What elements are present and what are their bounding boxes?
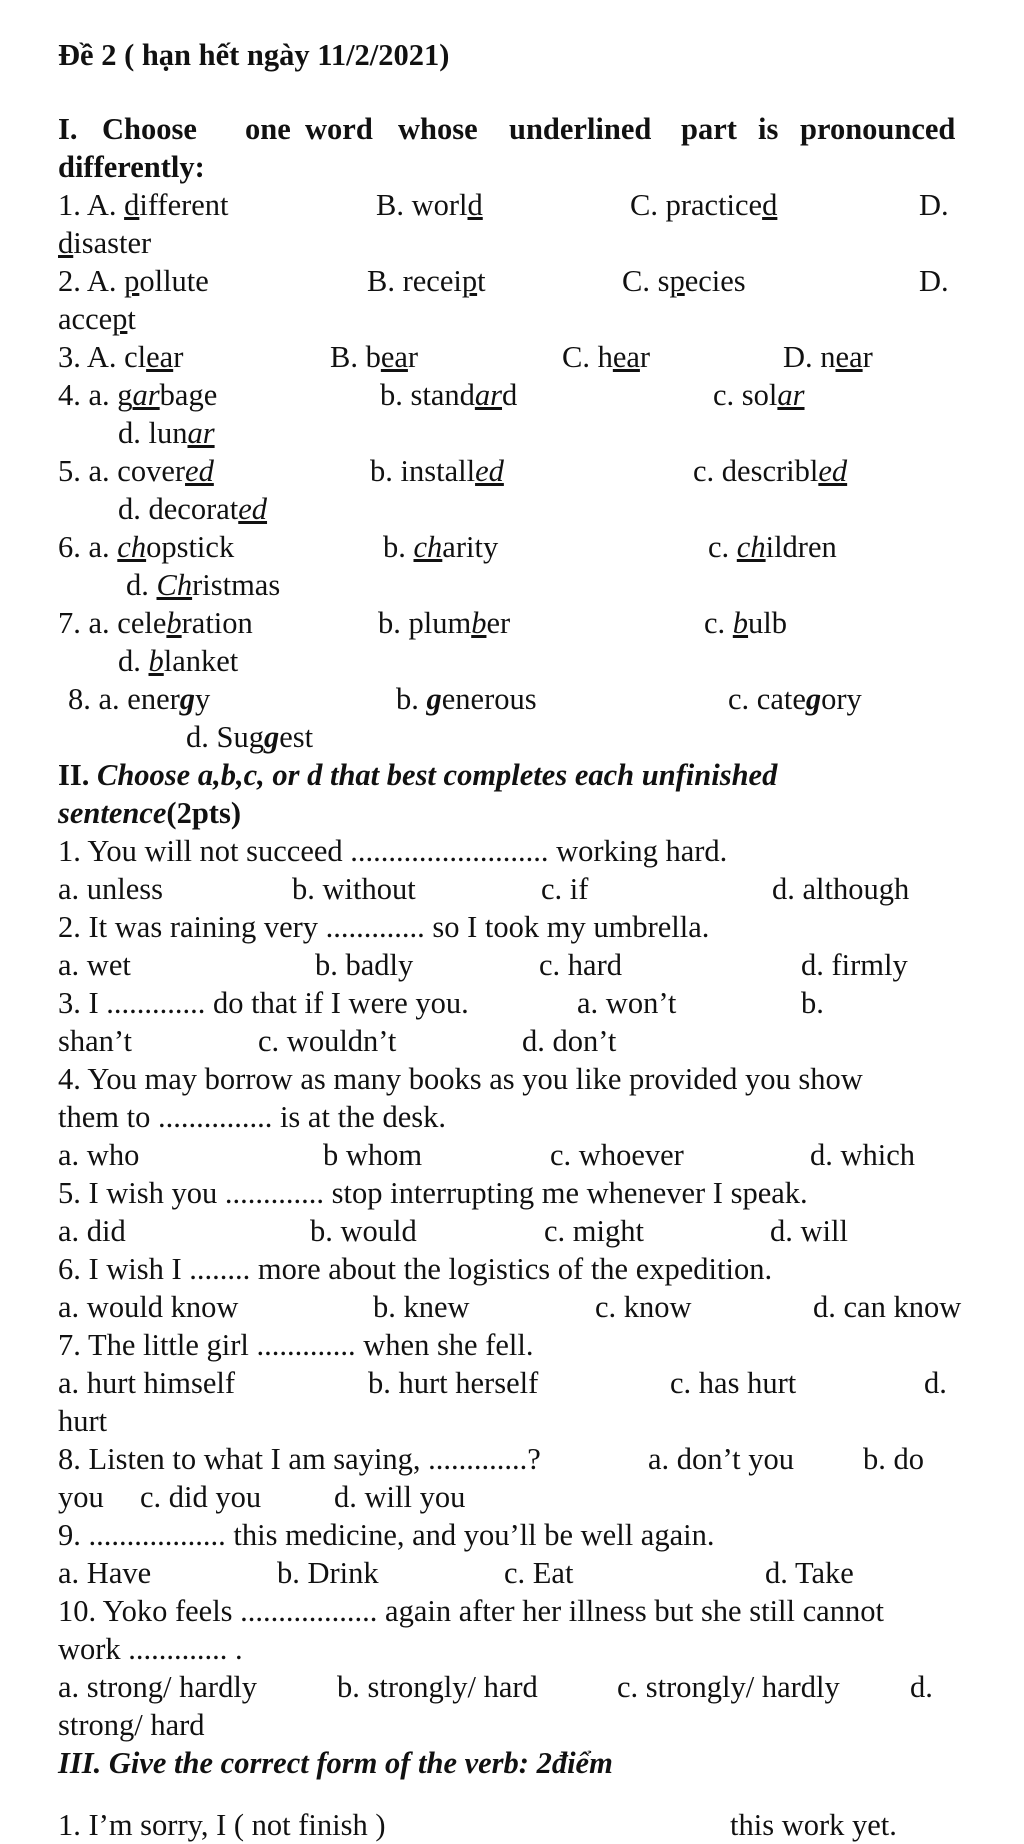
question-stem: 3. I ............. do that if I were you. bbox=[58, 986, 469, 1020]
option-a: a. Have bbox=[58, 1556, 152, 1590]
section-1-heading-line2 bbox=[58, 148, 984, 186]
option-c: c. if bbox=[541, 872, 589, 906]
option-d: d. decorated bbox=[118, 492, 268, 526]
option-b: b. strongly/ hard bbox=[337, 1670, 538, 1704]
option-c: c. know bbox=[595, 1290, 692, 1324]
heading-word: is bbox=[758, 112, 779, 146]
s2-question-4-stem bbox=[58, 1060, 984, 1098]
option-d-label: D. bbox=[919, 264, 949, 298]
option-c: c. bulb bbox=[704, 606, 788, 640]
option-b: b. installed bbox=[370, 454, 504, 488]
option-d: d. don’t bbox=[522, 1024, 617, 1058]
question-stem: 9. .................. this medicine, and you’ll be well again. bbox=[58, 1518, 715, 1552]
option-a: 3. A. clear bbox=[58, 340, 184, 374]
section-2-heading-line2 bbox=[58, 794, 984, 832]
heading-text: sentence(2pts) bbox=[58, 796, 241, 830]
option-c: c. hard bbox=[539, 948, 622, 982]
option-d: d. although bbox=[772, 872, 910, 906]
option-d-label: d. bbox=[910, 1670, 933, 1704]
option-d: d. blanket bbox=[118, 644, 239, 678]
s2-question-8-stem bbox=[58, 1440, 984, 1478]
option-b: b. Drink bbox=[277, 1556, 379, 1590]
s1-question-7 bbox=[58, 604, 984, 642]
s1-question-2-cont bbox=[58, 300, 984, 338]
s3-question-1-partial bbox=[58, 1806, 984, 1842]
option-c: C. practiced bbox=[630, 188, 778, 222]
s2-question-3-options bbox=[58, 1022, 984, 1060]
option-b: you bbox=[58, 1480, 104, 1514]
s1-question-4 bbox=[58, 376, 984, 414]
option-b-label: b. do bbox=[863, 1442, 924, 1476]
option-c: c. children bbox=[708, 530, 837, 564]
s1-question-8-cont bbox=[58, 718, 984, 756]
option-c: c. wouldn’t bbox=[258, 1024, 397, 1058]
option-d: d. will you bbox=[334, 1480, 466, 1514]
option-b: B. bear bbox=[330, 340, 419, 374]
s2-question-4-stem-cont bbox=[58, 1098, 984, 1136]
s1-question-5-cont bbox=[58, 490, 984, 528]
s1-question-8 bbox=[58, 680, 984, 718]
option-d: d. Suggest bbox=[186, 720, 314, 754]
option-c: c. strongly/ hardly bbox=[617, 1670, 840, 1704]
s2-question-7-stem bbox=[58, 1326, 984, 1364]
page-title bbox=[58, 36, 984, 74]
s2-question-10-options-cont bbox=[58, 1706, 984, 1744]
heading-word: one bbox=[245, 112, 291, 146]
s2-question-10-stem bbox=[58, 1592, 984, 1630]
heading-word: part bbox=[681, 112, 737, 146]
option-a: a. won’t bbox=[577, 986, 677, 1020]
question-stem: them to ............... is at the desk. bbox=[58, 1100, 446, 1134]
option-a: 4. a. garbage bbox=[58, 378, 218, 412]
option-c: c. did you bbox=[140, 1480, 262, 1514]
heading-word: whose bbox=[398, 112, 478, 146]
title-text: Đề 2 ( hạn hết ngày 11/2/2021) bbox=[58, 38, 450, 72]
s2-question-2-options bbox=[58, 946, 984, 984]
section-2-heading bbox=[58, 756, 984, 794]
s1-question-1-cont bbox=[58, 224, 984, 262]
option-d-label: D. bbox=[919, 188, 949, 222]
option-d: d. can know bbox=[813, 1290, 962, 1324]
option-a: 8. a. energy bbox=[68, 682, 211, 716]
option-c: C. species bbox=[622, 264, 746, 298]
option-b: b. badly bbox=[315, 948, 414, 982]
option-a: a. wet bbox=[58, 948, 131, 982]
question-stem: 8. Listen to what I am saying, .............? bbox=[58, 1442, 541, 1476]
s2-question-6-options bbox=[58, 1288, 984, 1326]
question-stem: 6. I wish I ........ more about the logistics of the expedition. bbox=[58, 1252, 773, 1286]
option-a: 7. a. celebration bbox=[58, 606, 253, 640]
s2-question-10-options bbox=[58, 1668, 984, 1706]
option-a: a. would know bbox=[58, 1290, 239, 1324]
question-stem: 10. Yoko feels .................. again after her illness but she still cannot bbox=[58, 1594, 884, 1628]
option-b: B. receipt bbox=[367, 264, 486, 298]
s1-question-3 bbox=[58, 338, 984, 376]
option-d: d. lunar bbox=[118, 416, 215, 450]
s2-question-7-options-cont bbox=[58, 1402, 984, 1440]
s2-question-8-options bbox=[58, 1478, 984, 1516]
question-stem: 1. I’m sorry, I ( not finish ) bbox=[58, 1808, 386, 1842]
option-a: 5. a. covered bbox=[58, 454, 214, 488]
option-a: 1. A. different bbox=[58, 188, 229, 222]
section-1-heading bbox=[58, 110, 984, 148]
option-b: b. without bbox=[292, 872, 416, 906]
option-b: b. would bbox=[310, 1214, 417, 1248]
option-d: D. near bbox=[783, 340, 873, 374]
option-d: d. will bbox=[770, 1214, 848, 1248]
question-stem: 5. I wish you ............. stop interrupting me whenever I speak. bbox=[58, 1176, 808, 1210]
option-c: c. solar bbox=[713, 378, 805, 412]
heading-text: II. Choose a,b,c, or d that best completes each unfinished bbox=[58, 758, 778, 792]
s2-question-6-stem bbox=[58, 1250, 984, 1288]
option-a: a. hurt himself bbox=[58, 1366, 236, 1400]
option-d-label: d. bbox=[924, 1366, 947, 1400]
s1-question-1 bbox=[58, 186, 984, 224]
option-c: c. Eat bbox=[504, 1556, 574, 1590]
question-stem: 4. You may borrow as many books as you like provided you show bbox=[58, 1062, 863, 1096]
heading-word: word bbox=[305, 112, 373, 146]
option-c: c. might bbox=[544, 1214, 644, 1248]
option-d: accept bbox=[58, 302, 136, 336]
option-b: b. generous bbox=[396, 682, 537, 716]
question-stem: work ............. . bbox=[58, 1632, 243, 1666]
question-stem: this work yet. bbox=[730, 1808, 897, 1842]
option-b-label: b. bbox=[801, 986, 824, 1020]
s2-question-5-options bbox=[58, 1212, 984, 1250]
s1-question-4-cont bbox=[58, 414, 984, 452]
heading-word: I. bbox=[58, 112, 78, 146]
s1-question-5 bbox=[58, 452, 984, 490]
s2-question-2-stem bbox=[58, 908, 984, 946]
option-c: c. category bbox=[728, 682, 862, 716]
heading-text: differently: bbox=[58, 150, 205, 184]
s1-question-7-cont bbox=[58, 642, 984, 680]
s2-question-1-stem bbox=[58, 832, 984, 870]
s2-question-7-options bbox=[58, 1364, 984, 1402]
section-3-heading bbox=[58, 1744, 984, 1782]
option-a: a. unless bbox=[58, 872, 164, 906]
option-a: a. did bbox=[58, 1214, 126, 1248]
option-c: c. describled bbox=[693, 454, 848, 488]
option-b: b. knew bbox=[373, 1290, 470, 1324]
s2-question-5-stem bbox=[58, 1174, 984, 1212]
s2-question-9-options bbox=[58, 1554, 984, 1592]
option-a: a. don’t you bbox=[648, 1442, 794, 1476]
heading-word: underlined bbox=[509, 112, 652, 146]
option-d: d. which bbox=[810, 1138, 916, 1172]
s1-question-6 bbox=[58, 528, 984, 566]
option-d: disaster bbox=[58, 226, 152, 260]
option-a: a. who bbox=[58, 1138, 140, 1172]
s2-question-3-stem bbox=[58, 984, 984, 1022]
option-b: b. charity bbox=[383, 530, 499, 564]
option-a: 6. a. chopstick bbox=[58, 530, 235, 564]
s2-question-4-options bbox=[58, 1136, 984, 1174]
question-stem: 7. The little girl ............. when she fell. bbox=[58, 1328, 534, 1362]
option-b: shan’t bbox=[58, 1024, 132, 1058]
option-a: 2. A. pollute bbox=[58, 264, 209, 298]
question-stem: 1. You will not succeed .......................... working hard. bbox=[58, 834, 728, 868]
heading-text: III. Give the correct form of the verb: 2điểm bbox=[58, 1746, 613, 1780]
option-d: strong/ hard bbox=[58, 1708, 205, 1742]
option-c: C. hear bbox=[562, 340, 651, 374]
option-b: B. world bbox=[376, 188, 483, 222]
s2-question-1-options bbox=[58, 870, 984, 908]
option-b: b whom bbox=[323, 1138, 423, 1172]
option-d: d. Christmas bbox=[126, 568, 281, 602]
s2-question-9-stem bbox=[58, 1516, 984, 1554]
option-d: hurt bbox=[58, 1404, 108, 1438]
option-d: d. Take bbox=[765, 1556, 854, 1590]
heading-word: pronounced bbox=[800, 112, 956, 146]
heading-word: Choose bbox=[102, 112, 197, 146]
question-stem: 2. It was raining very ............. so I took my umbrella. bbox=[58, 910, 710, 944]
s1-question-2 bbox=[58, 262, 984, 300]
option-b: b. plumber bbox=[378, 606, 511, 640]
option-b: b. standard bbox=[380, 378, 518, 412]
s2-question-10-stem-cont bbox=[58, 1630, 984, 1668]
option-d: d. firmly bbox=[801, 948, 908, 982]
option-c: c. has hurt bbox=[670, 1366, 797, 1400]
option-a: a. strong/ hardly bbox=[58, 1670, 258, 1704]
option-b: b. hurt herself bbox=[368, 1366, 539, 1400]
option-c: c. whoever bbox=[550, 1138, 684, 1172]
s1-question-6-cont bbox=[58, 566, 984, 604]
